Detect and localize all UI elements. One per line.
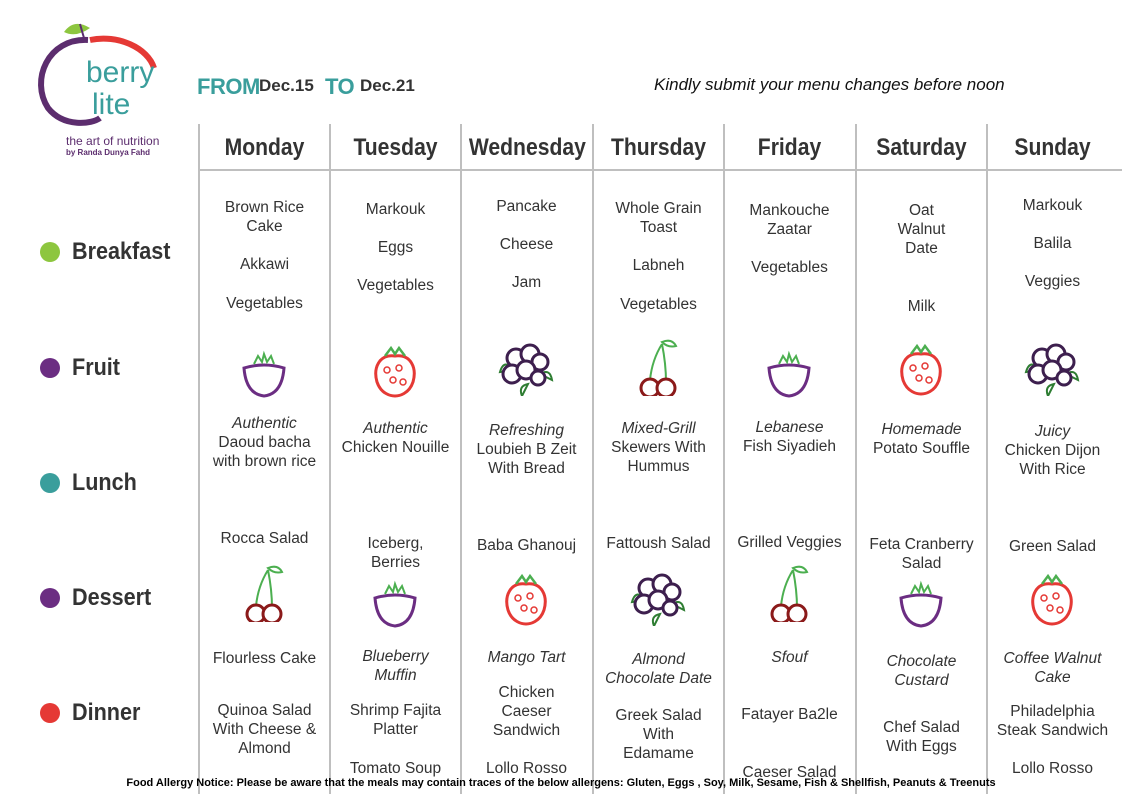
lunch-descriptor: Mixed-Grill bbox=[621, 420, 696, 437]
dessert-item: Sfouf bbox=[771, 649, 808, 666]
dessert-item: Cake bbox=[1034, 669, 1071, 686]
dinner-item: Sandwich bbox=[492, 722, 561, 739]
lunch-descriptor: Lebanese bbox=[755, 419, 824, 436]
grape-icon bbox=[891, 568, 951, 628]
breakfast-item: Pancake bbox=[496, 198, 557, 215]
to-label: TO bbox=[325, 74, 355, 99]
breakfast-item: Toast bbox=[639, 219, 678, 236]
blueberry-icon bbox=[628, 566, 688, 626]
breakfast-item: Akkawi bbox=[239, 256, 290, 273]
dinner-item: With Eggs bbox=[886, 738, 957, 755]
dessert-item: Mango Tart bbox=[487, 649, 566, 666]
dinner-item: Quinoa Salad bbox=[217, 702, 312, 719]
breakfast-item: Eggs bbox=[377, 239, 414, 256]
dessert-item: Almond bbox=[632, 651, 685, 668]
day-header-monday: Monday bbox=[224, 134, 305, 161]
lunch-item: with brown rice bbox=[212, 453, 317, 470]
fruit-dot-icon bbox=[40, 358, 60, 378]
dinner-item: Philadelphia bbox=[1010, 703, 1095, 720]
salad-item: Iceberg, bbox=[367, 535, 424, 552]
grape-icon bbox=[759, 338, 819, 398]
lunch-item: Chicken Nouille bbox=[341, 439, 450, 456]
blueberry-icon bbox=[496, 336, 556, 396]
day-header-wednesday: Wednesday bbox=[468, 134, 586, 161]
to-date: Dec.21 bbox=[360, 76, 415, 95]
dinner-item: Shrimp Fajita bbox=[349, 702, 442, 719]
day-header-sunday: Sunday bbox=[1014, 134, 1091, 161]
day-header-thursday: Thursday bbox=[610, 134, 707, 161]
breakfast-item: Veggies bbox=[1024, 273, 1081, 290]
day-header-saturday: Saturday bbox=[876, 134, 967, 161]
blueberry-icon bbox=[1022, 336, 1082, 396]
cherry-icon bbox=[628, 336, 688, 396]
from-label: FROM bbox=[197, 74, 260, 99]
breakfast-item: Zaatar bbox=[767, 221, 812, 238]
lunch-descriptor: Authentic bbox=[363, 420, 428, 437]
dinner-dot-icon bbox=[40, 703, 60, 723]
dinner-item: Lollo Rosso bbox=[486, 760, 567, 777]
breakfast-item: Date bbox=[905, 240, 938, 257]
raspberry-icon bbox=[365, 338, 425, 398]
submission-note: Kindly submit your menu changes before noon bbox=[654, 75, 1005, 94]
lunch-item: Daoud bacha bbox=[218, 434, 311, 451]
brand-name-line1: berry bbox=[86, 56, 155, 89]
salad-item: Feta Cranberry bbox=[869, 536, 974, 553]
dinner-item: With Cheese & bbox=[212, 721, 317, 738]
lunch-descriptor: Authentic bbox=[232, 415, 297, 432]
dessert-item: Muffin bbox=[374, 667, 417, 684]
breakfast-item: Milk bbox=[907, 298, 936, 315]
salad-item: Salad bbox=[901, 555, 942, 572]
day-header-tuesday: Tuesday bbox=[353, 134, 438, 161]
breakfast-item: Cake bbox=[246, 218, 283, 235]
salad-item: Fattoush Salad bbox=[606, 535, 711, 552]
raspberry-icon bbox=[891, 336, 951, 396]
raspberry-icon bbox=[496, 566, 556, 626]
breakfast-item: Vegetables bbox=[620, 296, 697, 313]
grape-icon bbox=[234, 338, 294, 398]
lunch-dot-icon bbox=[40, 473, 60, 493]
breakfast-item: Markouk bbox=[365, 201, 426, 218]
lunch-item: Skewers With bbox=[611, 439, 706, 456]
dinner-item: Fatayer Ba2le bbox=[741, 706, 838, 723]
salad-item: Green Salad bbox=[1008, 538, 1097, 555]
dinner-item: Platter bbox=[373, 721, 418, 738]
dessert-item: Custard bbox=[894, 672, 949, 689]
breakfast-item: Whole Grain bbox=[615, 200, 702, 217]
dessert-item: Chocolate bbox=[886, 653, 957, 670]
breakfast-item: Cheese bbox=[499, 236, 554, 253]
breakfast-dot-icon bbox=[40, 242, 60, 262]
salad-item: Rocca Salad bbox=[220, 530, 309, 547]
dinner-item: Tomato Soup bbox=[349, 760, 442, 777]
dinner-item: Almond bbox=[238, 740, 291, 757]
brand-tagline: the art of nutrition bbox=[66, 134, 160, 148]
dessert-item: Chocolate Date bbox=[605, 670, 712, 687]
dinner-item: Caeser Salad bbox=[742, 764, 837, 781]
lunch-item: With Rice bbox=[1019, 461, 1086, 478]
brand-logo bbox=[28, 20, 168, 170]
lunch-item: Loubieh B Zeit bbox=[476, 441, 577, 458]
lunch-item: With Bread bbox=[488, 460, 565, 477]
dinner-item: Greek Salad bbox=[615, 707, 702, 724]
dinner-item: Lollo Rosso bbox=[1012, 760, 1093, 777]
salad-item: Grilled Veggies bbox=[737, 534, 842, 551]
dinner-item: Steak Sandwich bbox=[996, 722, 1109, 739]
lunch-descriptor: Refreshing bbox=[489, 422, 564, 439]
from-date: Dec.15 bbox=[259, 76, 314, 95]
lunch-descriptor: Homemade bbox=[881, 421, 962, 438]
breakfast-item: Vegetables bbox=[751, 259, 828, 276]
day-header-friday: Friday bbox=[757, 134, 822, 161]
lunch-item: Hummus bbox=[627, 458, 690, 475]
dinner-item: Chicken bbox=[498, 684, 555, 701]
dessert-item: Blueberry bbox=[362, 648, 429, 665]
breakfast-item: Walnut bbox=[897, 221, 946, 238]
breakfast-item: Mankouche bbox=[749, 202, 830, 219]
dinner-item: Chef Salad bbox=[883, 719, 960, 736]
breakfast-item: Vegetables bbox=[357, 277, 434, 294]
salad-item: Baba Ghanouj bbox=[476, 537, 577, 554]
cherry-icon bbox=[759, 562, 819, 622]
dinner-item: Edamame bbox=[623, 745, 694, 762]
dessert-dot-icon bbox=[40, 588, 60, 608]
lunch-item: Fish Siyadieh bbox=[742, 438, 837, 455]
salad-item: Berries bbox=[370, 554, 421, 571]
breakfast-item: Vegetables bbox=[226, 295, 303, 312]
raspberry-icon bbox=[1022, 566, 1082, 626]
dessert-item: Flourless Cake bbox=[212, 650, 317, 667]
brand-byline: by Randa Dunya Fahd bbox=[66, 148, 151, 157]
grape-icon bbox=[365, 568, 425, 628]
breakfast-item: Labneh bbox=[632, 257, 685, 274]
breakfast-item: Brown Rice bbox=[224, 199, 305, 216]
breakfast-item: Jam bbox=[511, 274, 542, 291]
dinner-item: Caeser bbox=[501, 703, 552, 720]
breakfast-item: Balila bbox=[1033, 235, 1072, 252]
dessert-item: Coffee Walnut bbox=[1003, 650, 1102, 667]
breakfast-item: Oat bbox=[909, 202, 934, 219]
header-divider bbox=[198, 169, 1122, 171]
allergy-notice: Food Allergy Notice: Please be aware that the meals may contain traces of the below allergens: Gluten, Eggs , Soy, Milk, Sesame, Fish & Shellfish, Peanuts & Treenuts bbox=[126, 777, 996, 789]
lunch-item: Chicken Dijon bbox=[1004, 442, 1101, 459]
brand-name-line2: lite bbox=[92, 88, 131, 121]
lunch-item: Potato Souffle bbox=[872, 440, 971, 457]
dinner-item: With bbox=[643, 726, 674, 743]
lunch-descriptor: Juicy bbox=[1034, 423, 1071, 440]
cherry-icon bbox=[234, 562, 294, 622]
breakfast-item: Markouk bbox=[1022, 197, 1083, 214]
